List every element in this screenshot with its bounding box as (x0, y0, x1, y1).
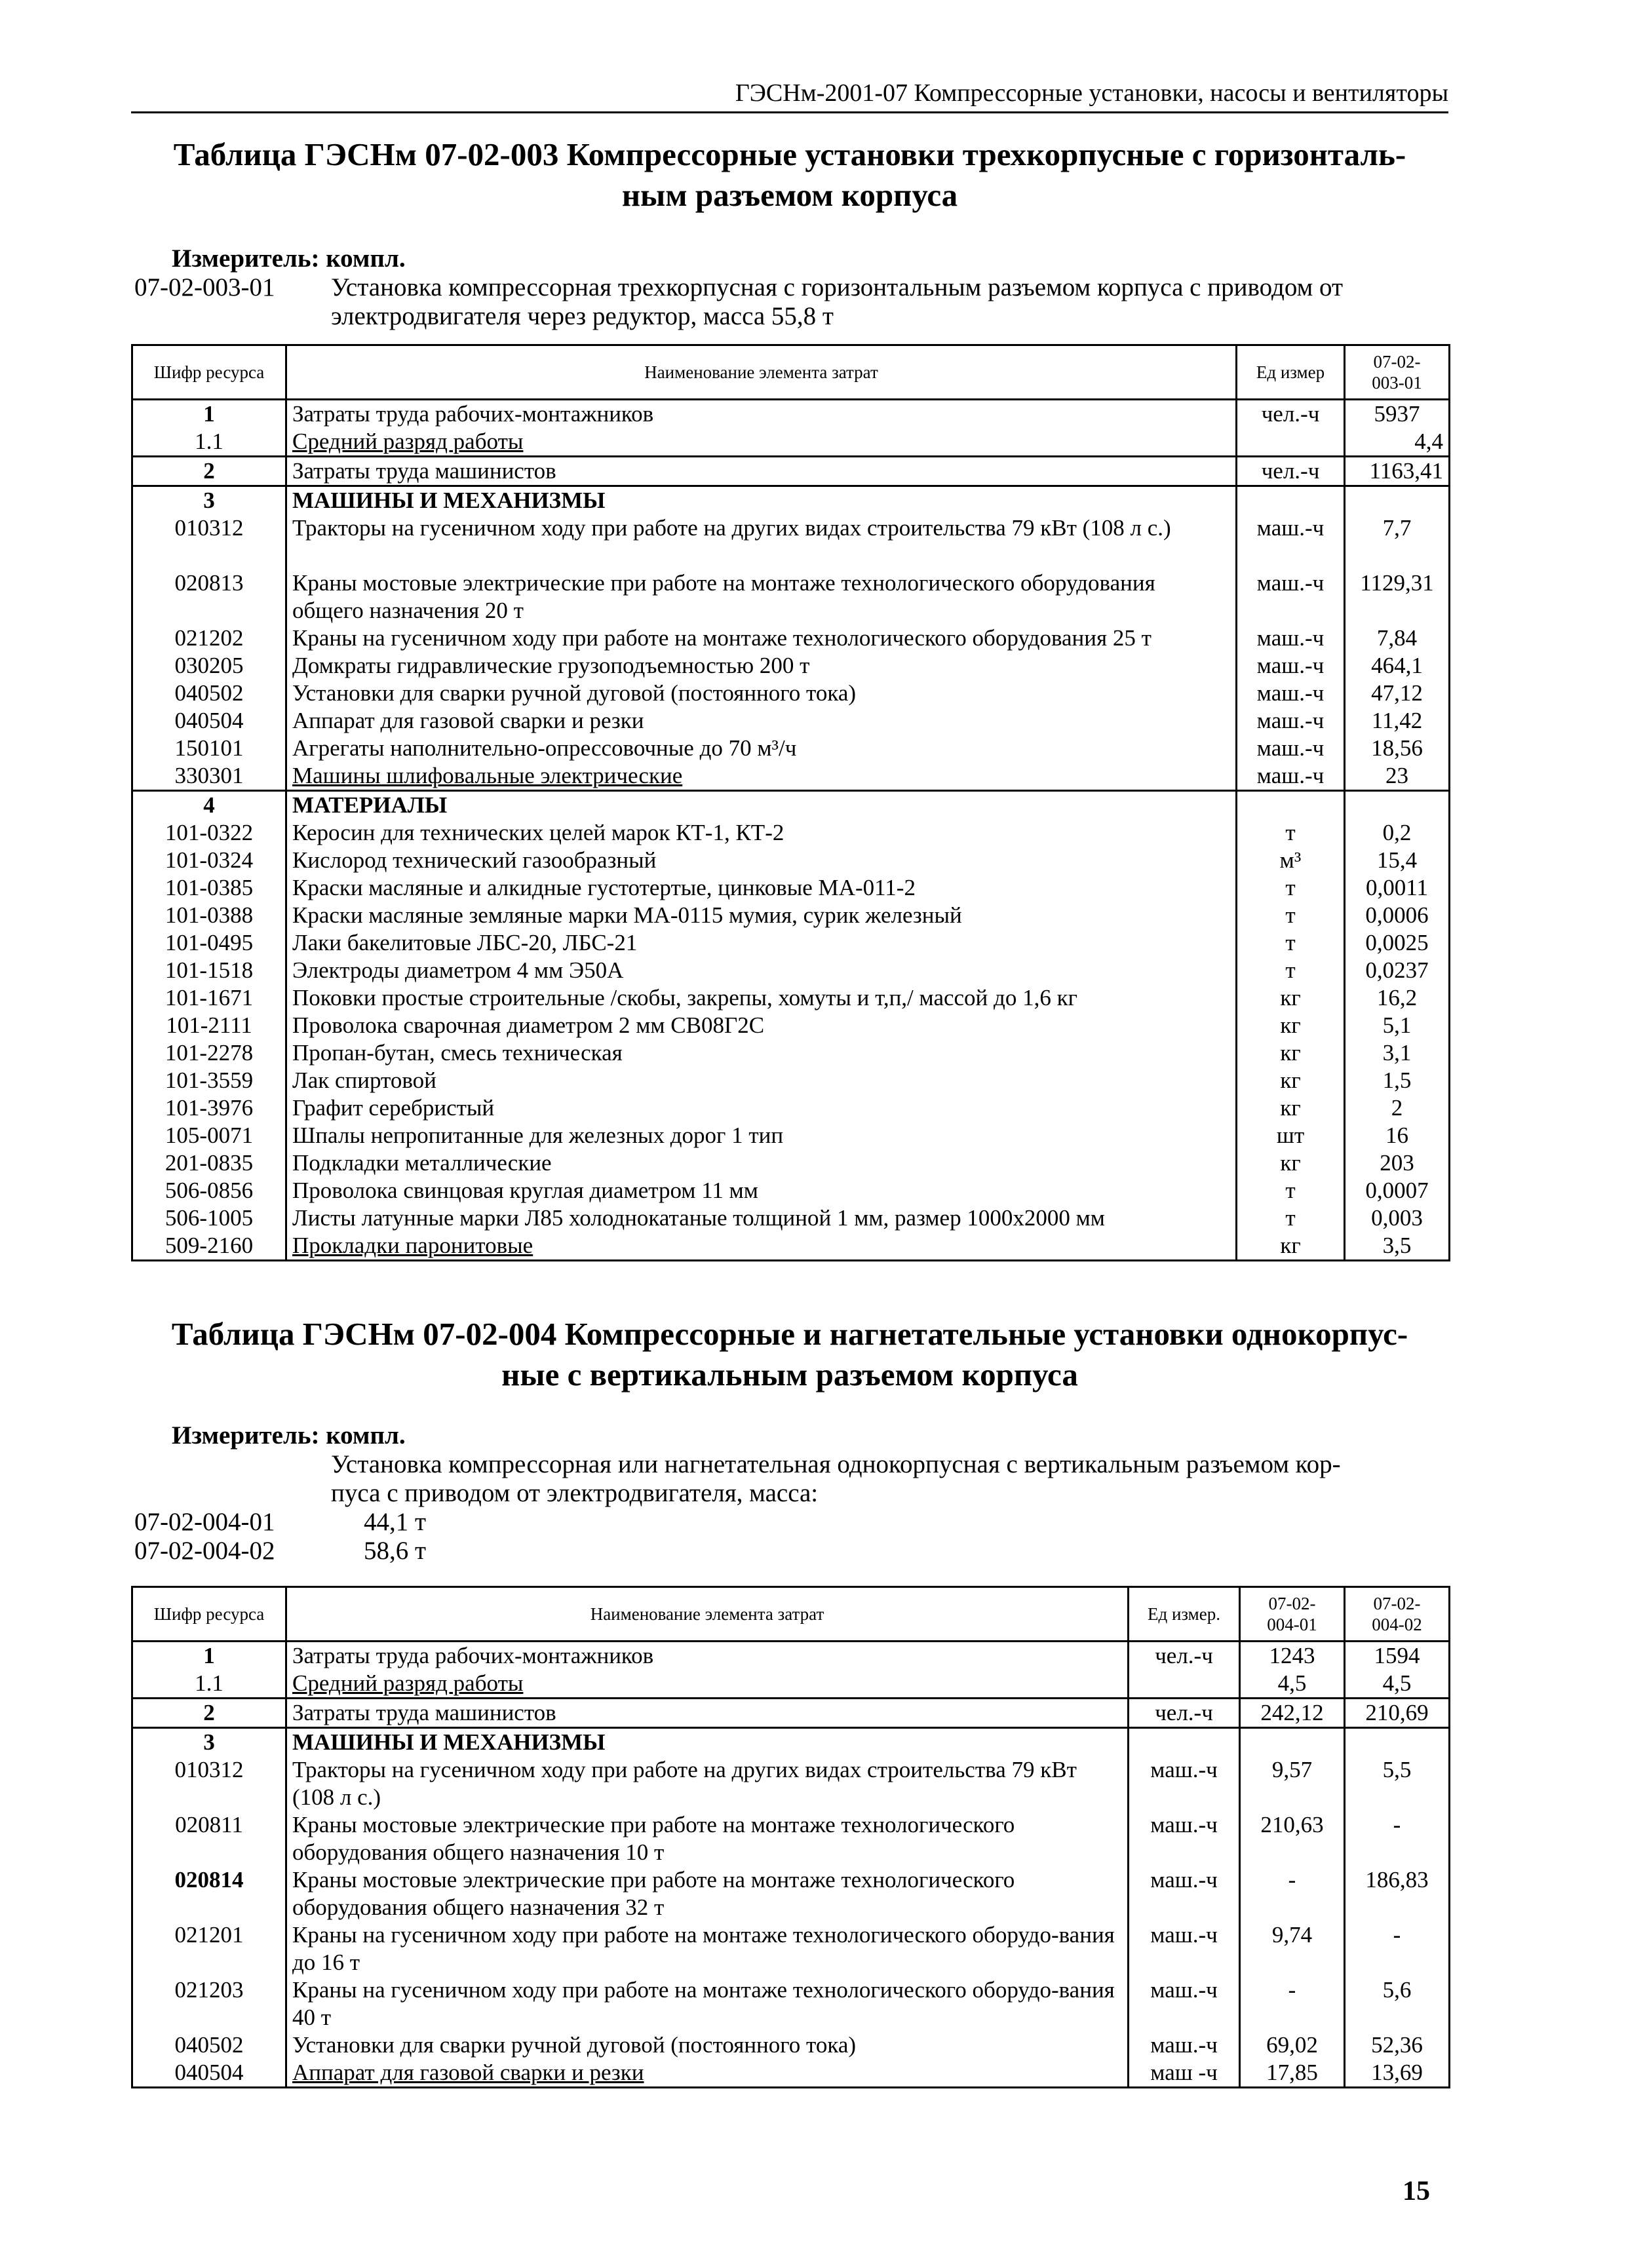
section-title: МАШИНЫ И МЕХАНИЗМЫ (286, 1728, 1129, 1757)
table1-title-line1: Таблица ГЭСНм 07-02-003 Компрессорные установки трехкорпусные с горизонталь- (173, 136, 1406, 172)
resource-name: Шпалы непропитанные для железных дорог 1 тип (286, 1122, 1237, 1149)
value-col1: 1243 (1240, 1642, 1345, 1670)
table-row (132, 1122, 1450, 1149)
table-row (132, 486, 1450, 515)
table-row (132, 1811, 1450, 1866)
value-col1: 15,4 (1345, 847, 1450, 874)
value-col1: 203 (1345, 1149, 1450, 1177)
unit: маш.-ч (1129, 1976, 1240, 2031)
table-row (132, 847, 1450, 874)
resource-name: Графит серебристый (286, 1094, 1237, 1122)
table1-meter: Измеритель: компл. (172, 244, 406, 273)
table-row (132, 902, 1450, 929)
table-row (132, 1012, 1450, 1039)
table-row (132, 625, 1450, 652)
table-row (132, 1232, 1450, 1261)
resource-code: 1.1 (132, 428, 286, 457)
resource-name: Керосин для технических целей марок КТ-1, КТ-2 (286, 819, 1237, 847)
value-col1: - (1240, 1976, 1345, 2031)
table-row (132, 707, 1450, 735)
value-col1: 1129,31 (1345, 569, 1450, 625)
unit: т (1237, 819, 1345, 847)
unit: маш.-ч (1129, 2031, 1240, 2059)
value-col1: 5937 (1345, 400, 1450, 429)
resource-name: Краски масляные и алкидные густотертые, цинковые МА-011-2 (286, 874, 1237, 902)
value-col1: 4,4 (1345, 428, 1450, 457)
unit: т (1237, 902, 1345, 929)
table-row (132, 1670, 1450, 1699)
value-col1: 7,7 (1345, 514, 1450, 569)
unit: чел.-ч (1237, 400, 1345, 429)
table1-header-name: Наименование элемента затрат (286, 345, 1237, 400)
table2-header-col1: 07-02- 004-01 (1240, 1587, 1345, 1642)
resource-code: 3 (132, 1728, 286, 1757)
value-col1 (1345, 486, 1450, 515)
unit: маш.-ч (1129, 1921, 1240, 1976)
value-col2: 186,83 (1345, 1866, 1450, 1921)
table-row (132, 514, 1450, 569)
value-col1: 0,0025 (1345, 929, 1450, 957)
resource-code: 021201 (132, 1921, 286, 1976)
resource-name: Домкраты гидравлические грузоподъемностью 200 т (286, 652, 1237, 680)
resource-code: 330301 (132, 762, 286, 791)
unit: кг (1237, 1039, 1345, 1067)
value-col1: 11,42 (1345, 707, 1450, 735)
value-col1: 5,1 (1345, 1012, 1450, 1039)
value-col1: 464,1 (1345, 652, 1450, 680)
resource-name: Подкладки металлические (286, 1149, 1237, 1177)
table-row (132, 1756, 1450, 1811)
table2-description-line2: пуса с приводом от электродвигателя, масса: (331, 1479, 819, 1507)
resource-code: 101-1518 (132, 957, 286, 984)
resource-name: Электроды диаметром 4 мм Э50А (286, 957, 1237, 984)
resource-name: Проволока сварочная диаметром 2 мм СВ08Г2С (286, 1012, 1237, 1039)
value-col1: 17,85 (1240, 2059, 1345, 2088)
value-col1: 0,0237 (1345, 957, 1450, 984)
resource-code: 201-0835 (132, 1149, 286, 1177)
value-col2: 1594 (1345, 1642, 1450, 1670)
value-col1: 4,5 (1240, 1670, 1345, 1699)
table-row (132, 1204, 1450, 1232)
resource-code: 101-0324 (132, 847, 286, 874)
table-row (132, 1866, 1450, 1921)
resource-code: 010312 (132, 1756, 286, 1811)
table-row (132, 1067, 1450, 1094)
resource-code: 101-0385 (132, 874, 286, 902)
resource-name: Краски масляные земляные марки МА-0115 мумия, сурик железный (286, 902, 1237, 929)
resource-code: 506-0856 (132, 1177, 286, 1204)
value-col1: 0,2 (1345, 819, 1450, 847)
table-row (132, 874, 1450, 902)
value-col2 (1345, 1728, 1450, 1757)
table-row (132, 1094, 1450, 1122)
table-row (132, 569, 1450, 625)
resource-name: Средний разряд работы (286, 428, 1237, 457)
table-row (132, 652, 1450, 680)
value-col1: 9,74 (1240, 1921, 1345, 1976)
unit: маш.-ч (1129, 1811, 1240, 1866)
unit: чел.-ч (1129, 1642, 1240, 1670)
resource-code: 150101 (132, 735, 286, 762)
unit (1129, 1670, 1240, 1699)
resource-name: Средний разряд работы (286, 1670, 1129, 1699)
value-col1: 7,84 (1345, 625, 1450, 652)
resource-name: Краны мостовые электрические при работе на монтаже технологического оборудования общего назначения 20 т (286, 569, 1237, 625)
value-col1 (1345, 791, 1450, 820)
resource-name: Аппарат для газовой сварки и резки (286, 707, 1237, 735)
table-row (132, 1976, 1450, 2031)
table2-header-row (132, 1587, 1450, 1642)
resource-name: Машины шлифовальные электрические (286, 762, 1237, 791)
resource-name: Кислород технический газообразный (286, 847, 1237, 874)
table2-mass-2: 58,6 т (364, 1537, 427, 1565)
value-col1: 18,56 (1345, 735, 1450, 762)
resource-name: Проволока свинцовая круглая диаметром 11 мм (286, 1177, 1237, 1204)
resource-name: Краны мостовые электрические при работе на монтаже технологического оборудования общего назначения 10 т (286, 1811, 1129, 1866)
unit: маш.-ч (1237, 707, 1345, 735)
unit: т (1237, 874, 1345, 902)
unit: т (1237, 929, 1345, 957)
resource-name: Краны мостовые электрические при работе на монтаже технологического оборудования общего назначения 32 т (286, 1866, 1129, 1921)
resource-code: 020813 (132, 569, 286, 625)
resource-code: 040502 (132, 2031, 286, 2059)
resource-name: Агрегаты наполнительно-опрессовочные до 70 м³/ч (286, 735, 1237, 762)
table2-title (131, 1314, 1448, 1395)
unit: т (1237, 957, 1345, 984)
resource-code: 3 (132, 486, 286, 515)
value-col1: 69,02 (1240, 2031, 1345, 2059)
table2-title-line1: Таблица ГЭСНм 07-02-004 Компрессорные и нагнетательные установки однокорпус- (171, 1316, 1408, 1352)
resource-code: 101-2278 (132, 1039, 286, 1067)
table1-title-line2: ным разъемом корпуса (621, 177, 958, 213)
unit: кг (1237, 1094, 1345, 1122)
unit: маш.-ч (1129, 1756, 1240, 1811)
unit: маш.-ч (1237, 569, 1345, 625)
table2-mass-1: 44,1 т (364, 1508, 427, 1536)
value-col1: 0,003 (1345, 1204, 1450, 1232)
table1-header-row (132, 345, 1450, 400)
unit: маш -ч (1129, 2059, 1240, 2088)
resource-name: Установки для сварки ручной дуговой (постоянного тока) (286, 2031, 1129, 2059)
resource-code: 101-1671 (132, 984, 286, 1012)
running-header: ГЭСНм-2001-07 Компрессорные установки, насосы и вентиляторы (131, 79, 1448, 113)
unit: чел.-ч (1237, 457, 1345, 486)
table1-description-line2: электродвигателя через редуктор, масса 55,8 т (331, 302, 834, 330)
table-row (132, 2031, 1450, 2059)
value-col1: 16 (1345, 1122, 1450, 1149)
value-col1: 0,0006 (1345, 902, 1450, 929)
resource-name: Затраты труда машинистов (286, 457, 1237, 486)
resource-code: 101-0322 (132, 819, 286, 847)
unit: т (1237, 1177, 1345, 1204)
unit: маш.-ч (1237, 762, 1345, 791)
resource-code: 010312 (132, 514, 286, 569)
resource-name: Затраты труда рабочих-монтажников (286, 400, 1237, 429)
value-col1: 9,57 (1240, 1756, 1345, 1811)
resource-code: 030205 (132, 652, 286, 680)
value-col2: 52,36 (1345, 2031, 1450, 2059)
resource-name: Аппарат для газовой сварки и резки (286, 2059, 1129, 2088)
unit: чел.-ч (1129, 1699, 1240, 1728)
resource-code: 2 (132, 1699, 286, 1728)
table2-code-1: 07-02-004-01 (134, 1508, 275, 1536)
resource-code: 021202 (132, 625, 286, 652)
table-row (132, 1642, 1450, 1670)
table2-code-2: 07-02-004-02 (134, 1537, 275, 1565)
table-row (132, 957, 1450, 984)
resource-name: Установки для сварки ручной дуговой (постоянного тока) (286, 680, 1237, 707)
unit (1237, 428, 1345, 457)
table-row (132, 1728, 1450, 1757)
resource-code: 1.1 (132, 1670, 286, 1699)
table-row (132, 1177, 1450, 1204)
table-row (132, 762, 1450, 791)
table2-title-line2: ные с вертикальным разъемом корпуса (501, 1356, 1078, 1393)
table1-header-unit: Ед измер (1237, 345, 1345, 400)
unit: кг (1237, 1067, 1345, 1094)
table-row (132, 735, 1450, 762)
value-col1: 210,63 (1240, 1811, 1345, 1866)
resource-code: 101-3559 (132, 1067, 286, 1094)
value-col1: 3,1 (1345, 1039, 1450, 1067)
unit: кг (1237, 1232, 1345, 1261)
value-col2: - (1345, 1811, 1450, 1866)
value-col2: 210,69 (1345, 1699, 1450, 1728)
value-col1 (1240, 1728, 1345, 1757)
table2-header-name: Наименование элемента затрат (286, 1587, 1129, 1642)
resource-name: Тракторы на гусеничном ходу при работе на других видах строительства 79 кВт (108 л с.) (286, 514, 1237, 569)
resource-name: Затраты труда рабочих-монтажников (286, 1642, 1129, 1670)
value-col1: 0,0011 (1345, 874, 1450, 902)
value-col1: 1163,41 (1345, 457, 1450, 486)
table1-header-col1: 07-02- 003-01 (1345, 345, 1450, 400)
table-row (132, 929, 1450, 957)
unit: кг (1237, 1149, 1345, 1177)
value-col1: 16,2 (1345, 984, 1450, 1012)
table-row (132, 2059, 1450, 2088)
value-col1: 1,5 (1345, 1067, 1450, 1094)
value-col1: 2 (1345, 1094, 1450, 1122)
value-col2: 4,5 (1345, 1670, 1450, 1699)
resource-code: 1 (132, 400, 286, 429)
table-row (132, 1921, 1450, 1976)
resource-code: 101-2111 (132, 1012, 286, 1039)
value-col1: 242,12 (1240, 1699, 1345, 1728)
table-row (132, 428, 1450, 457)
table-row (132, 1699, 1450, 1728)
table-row (132, 680, 1450, 707)
table2-description-line1: Установка компрессорная или нагнетательная однокорпусная с вертикальным разъемом кор- (331, 1450, 1341, 1478)
unit: шт (1237, 1122, 1345, 1149)
resource-name: Пропан-бутан, смесь техническая (286, 1039, 1237, 1067)
resource-code: 020811 (132, 1811, 286, 1866)
table1-code: 07-02-003-01 (134, 273, 275, 301)
resource-code: 101-0495 (132, 929, 286, 957)
value-col2: 5,5 (1345, 1756, 1450, 1811)
value-col2: 13,69 (1345, 2059, 1450, 2088)
resource-name: Затраты труда машинистов (286, 1699, 1129, 1728)
table2-meter: Измеритель: компл. (172, 1421, 406, 1450)
unit: маш.-ч (1237, 625, 1345, 652)
resource-code: 1 (132, 1642, 286, 1670)
unit: маш.-ч (1237, 652, 1345, 680)
table1-title (131, 134, 1448, 216)
resource-name: Краны на гусеничном ходу при работе на монтаже технологического оборудования 25 т (286, 625, 1237, 652)
section-title: МАШИНЫ И МЕХАНИЗМЫ (286, 486, 1237, 515)
resource-code: 020814 (132, 1866, 286, 1921)
resource-code: 021203 (132, 1976, 286, 2031)
table1 (131, 344, 1450, 1261)
unit: кг (1237, 984, 1345, 1012)
unit: маш.-ч (1237, 514, 1345, 569)
table-row (132, 1039, 1450, 1067)
value-col1: 0,0007 (1345, 1177, 1450, 1204)
table-row (132, 457, 1450, 486)
unit: маш.-ч (1237, 680, 1345, 707)
resource-code: 506-1005 (132, 1204, 286, 1232)
unit (1237, 791, 1345, 820)
unit: маш.-ч (1129, 1866, 1240, 1921)
resource-name: Прокладки паронитовые (286, 1232, 1237, 1261)
page-number: 15 (1403, 2176, 1430, 2206)
table-row (132, 400, 1450, 429)
resource-code: 101-0388 (132, 902, 286, 929)
section-title: МАТЕРИАЛЫ (286, 791, 1237, 820)
resource-code: 509-2160 (132, 1232, 286, 1261)
unit: м³ (1237, 847, 1345, 874)
resource-name: Поковки простые строительные /скобы, закрепы, хомуты и т,п,/ массой до 1,6 кг (286, 984, 1237, 1012)
resource-code: 101-3976 (132, 1094, 286, 1122)
value-col1: 3,5 (1345, 1232, 1450, 1261)
resource-code: 040502 (132, 680, 286, 707)
resource-code: 105-0071 (132, 1122, 286, 1149)
table1-description-line1: Установка компрессорная трехкорпусная с горизонтальным разъемом корпуса с приводом от (331, 273, 1344, 301)
table-row (132, 984, 1450, 1012)
resource-code: 2 (132, 457, 286, 486)
unit: кг (1237, 1012, 1345, 1039)
table2-header-unit: Ед измер. (1129, 1587, 1240, 1642)
table1-header-code: Шифр ресурса (132, 345, 286, 400)
resource-code: 4 (132, 791, 286, 820)
resource-name: Лаки бакелитовые ЛБС-20, ЛБС-21 (286, 929, 1237, 957)
resource-name: Краны на гусеничном ходу при работе на монтаже технологического оборудо-вания до 16 т (286, 1921, 1129, 1976)
table-row (132, 819, 1450, 847)
resource-code: 040504 (132, 707, 286, 735)
value-col2: - (1345, 1921, 1450, 1976)
unit: т (1237, 1204, 1345, 1232)
resource-name: Тракторы на гусеничном ходу при работе на других видах строительства 79 кВт (108 л с.) (286, 1756, 1129, 1811)
value-col1: 47,12 (1345, 680, 1450, 707)
unit: маш.-ч (1237, 735, 1345, 762)
table2 (131, 1586, 1450, 2088)
resource-name: Листы латунные марки Л85 холоднокатаные толщиной 1 мм, размер 1000х2000 мм (286, 1204, 1237, 1232)
unit (1237, 486, 1345, 515)
table2-header-code: Шифр ресурса (132, 1587, 286, 1642)
table-row (132, 1149, 1450, 1177)
unit (1129, 1728, 1240, 1757)
value-col2: 5,6 (1345, 1976, 1450, 2031)
value-col1: - (1240, 1866, 1345, 1921)
resource-name: Лак спиртовой (286, 1067, 1237, 1094)
value-col1: 23 (1345, 762, 1450, 791)
table2-header-col2: 07-02- 004-02 (1345, 1587, 1450, 1642)
resource-name: Краны на гусеничном ходу при работе на монтаже технологического оборудо-вания 40 т (286, 1976, 1129, 2031)
resource-code: 040504 (132, 2059, 286, 2088)
table-row (132, 791, 1450, 820)
